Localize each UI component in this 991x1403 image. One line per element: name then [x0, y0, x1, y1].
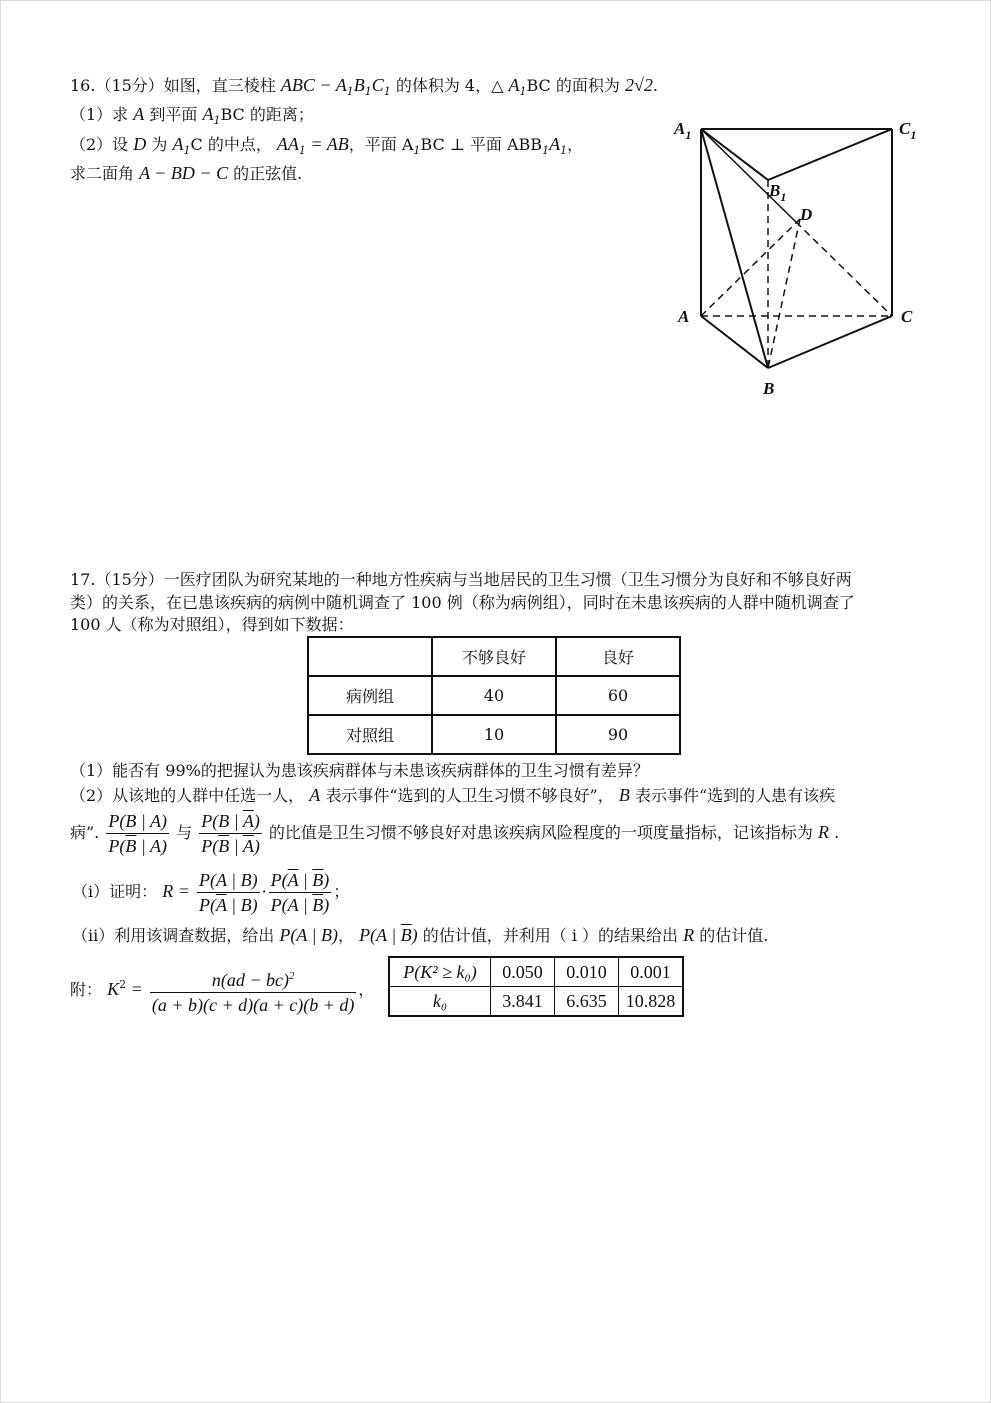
prism-figure — [668, 112, 928, 402]
q17-part1: （1）能否有 99%的把握认为患该疾病群体与未患该疾病群体的卫生习惯有差异？ — [70, 761, 649, 780]
table-cell: 40 — [432, 676, 556, 715]
q16-prism: ABC − A — [280, 75, 347, 95]
q16-part2-line2 — [70, 162, 302, 185]
edge-BC — [768, 316, 892, 368]
table-cell: 0.001 — [619, 957, 684, 987]
q16-line1: 16.（15分）如图，直三棱柱 ABC − $A_1B_1C_1$ 的体积为 4，△ $A_1BC$ 的面积为 2√2. — [70, 75, 658, 98]
k-square-formula: $\frac{n(ad - bc)^2}{(a + b)(c + d)(a + c)(b + d)}$ — [150, 965, 357, 1016]
q17-ii-tail: 的估计值. — [699, 926, 769, 945]
q16-part1-pre: （1）求 — [70, 105, 129, 124]
q16-area-text: BC 的面积为 — [526, 76, 620, 95]
q16-part2-plane: ，平面 A — [348, 135, 414, 154]
q17-appendix-pre: 附： — [70, 980, 103, 999]
q16-part2-end: 的正弦值. — [233, 164, 303, 183]
q16-dihedral-angle: A − BD − C — [139, 163, 229, 183]
label-B: B — [763, 379, 775, 398]
q17-i-R: R = — [162, 881, 190, 901]
q16-part2-eq2: = AB — [305, 134, 349, 154]
q16-part2-eq: AA — [276, 134, 299, 154]
q16-header: 16.（15分）如图，直三棱柱 — [70, 76, 276, 95]
table-cell: 6.635 — [555, 987, 619, 1017]
table-cell: 0.010 — [555, 957, 619, 987]
fraction-3: $\frac{P(A | B)}{P(\overline{A} | B)}$ — [198, 870, 258, 915]
q17-intro2: 类）的关系，在已患该疾病的病例中随机调查了 100 例（称为病例组），同时在未患该疾病的人群中随机调查了 — [70, 593, 855, 612]
table-cell: 3.841 — [491, 987, 555, 1017]
q16-part2: （2）设 D 为 $A_1C$ 的中点， $AA_1$ = AB，平面 $A_1BC$ ⊥ 平面 $ABB_1A_1$， — [70, 134, 584, 157]
table-header-cell — [308, 637, 432, 676]
table-cell: 90 — [556, 715, 680, 754]
q17-part2-b: 表示事件“选到的人卫生习惯不够良好”， — [325, 786, 614, 805]
q17-part2-line2-pre: 病”. — [70, 823, 100, 842]
q17-appendix: 附： $K^2$ = $\frac{n(ad - bc)^2}{(a + b)(c + d)(a + c)(b + d)}$ ， — [70, 960, 374, 1016]
table-row — [308, 637, 680, 676]
label-D: D — [800, 205, 813, 224]
q17-ii-mid: 的估计值，并利用（ i ）的结果给出 — [422, 926, 679, 945]
table-cell: 0.050 — [491, 957, 555, 987]
q16-part2-mid2: C 的中点， — [190, 135, 272, 154]
q17-part2-line2-tail: 的比值是卫生习惯不够良好对患该疾病风险程度的一项度量指标，记该指标为 — [268, 823, 813, 842]
table-row — [389, 987, 683, 1017]
q16-area-value: 2√2 — [624, 75, 653, 95]
q16-part2-line2-pre: 求二面角 — [70, 164, 135, 183]
label-A1: $A_1$ — [674, 119, 692, 142]
label-C1: $C_1$ — [899, 119, 917, 142]
q17-part2-line2 — [70, 808, 839, 857]
table-cell: 60 — [556, 676, 680, 715]
q16-part2-mid: 为 — [151, 135, 168, 154]
label-B1: $B_1$ — [769, 181, 787, 204]
edge-DC — [796, 222, 892, 316]
q16-part1: （1）求 A 到平面 $A_1BC$ 的距离； — [70, 104, 314, 127]
q17-i-pre: （i）证明： — [72, 882, 158, 901]
q16-part1-tail: BC 的距离； — [220, 105, 314, 124]
table-row — [308, 715, 680, 754]
critical-value-table — [388, 956, 684, 1017]
table-cell: 病例组 — [308, 676, 432, 715]
edge-AB — [701, 316, 768, 368]
q17-intro3: 100 人（称为对照组），得到如下数据： — [70, 615, 354, 634]
q17-part2: （2）从该地的人群中任选一人， A 表示事件“选到的人卫生习惯不够良好”， B 表示事件“选到的人患有该疾 — [70, 785, 836, 805]
q16-part2-tail: ， — [567, 135, 584, 154]
q17-part2-c: 表示事件“选到的人患有该疾 — [634, 786, 836, 805]
edge-DB — [768, 219, 800, 368]
table-row — [389, 957, 683, 987]
q16-volume-text: 的体积为 4，△ — [395, 76, 504, 95]
fraction-1: $\frac{P(B | A)}{P(\overline{B} | A)}$ — [108, 811, 167, 856]
fraction-4: $\frac{P(\overline{A} | \overline{B})}{P(A | \overline{B})}$ — [270, 870, 330, 915]
table-cell: P(K² ≥ k₀) — [389, 957, 491, 987]
q16-part1-mid: 到平面 — [149, 105, 198, 124]
survey-table — [307, 636, 681, 755]
q16-part2-pre: （2）设 — [70, 135, 129, 154]
edge-A1B1 — [701, 129, 768, 180]
table-row — [308, 676, 680, 715]
fraction-2: $\frac{P(B | \overline{A})}{P(\overline{B} | \overline{A})}$ — [201, 811, 260, 856]
q17-ii-pre: （ii）利用该调查数据，给出 — [72, 926, 275, 945]
table-cell: 10.828 — [619, 987, 684, 1017]
edge-AD — [701, 219, 800, 316]
label-C: C — [901, 307, 913, 326]
q17-intro1: 17.（15分）一医疗团队为研究某地的一种地方性疾病与当地居民的卫生习惯（卫生习惯分为良好和不够良好两 — [70, 570, 852, 589]
edge-A1D — [701, 129, 796, 222]
label-A: A — [678, 307, 690, 326]
q17-sub-i: （i）证明： R = $\frac{P(A | B)}{P(\overline{A} | B)}$ · $\frac{P(\overline{A} | \overline{B})}{P(A | \overline{B})}$ ； — [72, 870, 350, 915]
q17-part2-line2-mid: 与 — [176, 823, 193, 842]
table-header-cell: 良好 — [556, 637, 680, 676]
edge-A1B — [701, 129, 768, 368]
q17-dot: . — [829, 823, 840, 842]
q16-part2-perp: BC ⊥ 平面 ABB — [420, 135, 543, 154]
q17-sub-ii: （ii）利用该调查数据，给出 P(A | B)， P(A | $\overline{B}$) 的估计值，并利用（ i ）的结果给出 R 的估计值. — [72, 925, 769, 945]
table-cell: k₀ — [389, 987, 491, 1017]
edge-B1C1 — [768, 129, 892, 180]
q17-part2-a: （2）从该地的人群中任选一人， — [70, 786, 305, 805]
table-cell: 10 — [432, 715, 556, 754]
table-header-cell: 不够良好 — [432, 637, 556, 676]
q17-R: R — [818, 822, 830, 842]
table-cell: 对照组 — [308, 715, 432, 754]
